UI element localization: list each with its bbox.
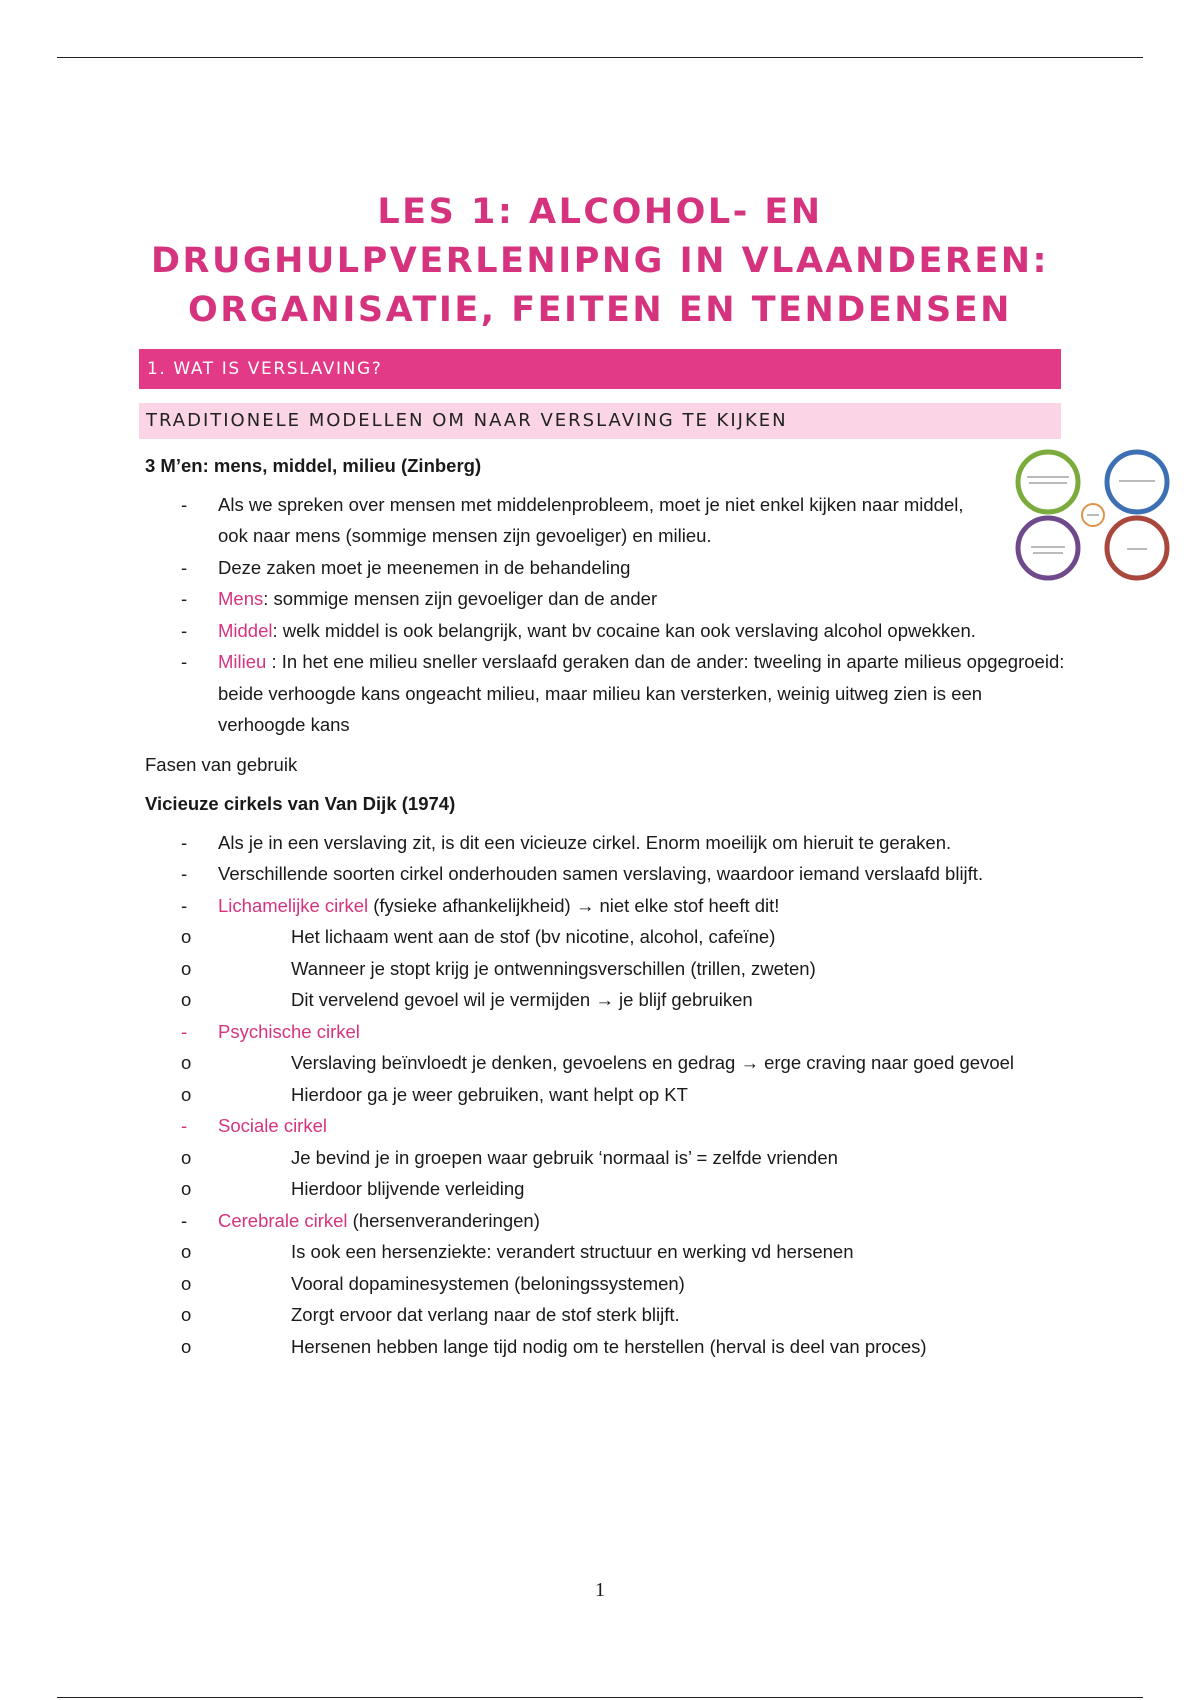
sublist-item: o Hersenen hebben lange tijd nodig om te herstellen (herval is deel van proces) xyxy=(181,1335,927,1357)
list-item: - Deze zaken moet je meenemen in de behandeling xyxy=(181,556,631,578)
page-number: 1 xyxy=(595,1579,605,1601)
list-item: - Cerebrale cirkel (hersenveranderingen) o Is ook een hersenziekte: verandert structuur en werking vd hersenen o Vooral dopaminesystemen (beloningssystemen) o Zorgt ervoor dat verlang naar de stof sterk blijft. o Hersenen hebben lange tijd nodig om te herstellen (herval is deel van proces) xyxy=(145,1205,1070,1363)
title-line-2: DRUGHULPVERLENIPNG IN VLAANDEREN: xyxy=(150,241,1050,281)
sublist-item: o Is ook een hersenziekte: verandert structuur en werking vd hersenen xyxy=(181,1241,854,1262)
sublist xyxy=(181,1047,1070,1110)
heading-1-bar: 1. WAT IS VERSLAVING? xyxy=(139,349,1061,389)
section-heading-3m: 3 M’en: mens, middel, milieu (Zinberg) xyxy=(145,455,482,476)
list-item: - Als je in een verslaving zit, is dit een vicieuze cirkel. Enorm moeilijk om hieruit te geraken. xyxy=(181,831,952,853)
list-item: - Mens: sommige mensen zijn gevoeliger dan de ander xyxy=(181,588,658,609)
sublist-item: o Wanneer je stopt krijg je ontwenningsverschillen (trillen, zweten) xyxy=(181,957,816,979)
term-mens: Mens xyxy=(218,588,264,609)
term-middel: Middel xyxy=(218,619,273,641)
list-item: - Sociale cirkel o Je bevind je in groepen waar gebruik ‘normaal is’ = zelfde vrienden o Hierdoor blijvende verleiding xyxy=(145,1110,1070,1205)
sublist xyxy=(181,921,1070,1016)
title-line-1: LES 1: ALCOHOL- EN xyxy=(377,192,823,232)
list-item: - Als we spreken over mensen met middelenprobleem, moet je niet enkel kijken naar middel, ook naar mens (sommige mensen zijn gevoeliger) en milieu. xyxy=(181,493,964,546)
term-milieu: Milieu xyxy=(218,651,272,672)
term-psychische-cirkel: Psychische cirkel xyxy=(218,1020,360,1042)
footer-rule xyxy=(57,1697,1143,1698)
term-lichamelijke-cirkel: Lichamelijke cirkel xyxy=(218,894,369,916)
title-line-3: ORGANISATIE, FEITEN EN TENDENSEN xyxy=(188,290,1012,330)
document-body xyxy=(145,450,1070,1366)
sublist-item: o Zorgt ervoor dat verlang naar de stof sterk blijft. xyxy=(181,1304,680,1325)
section-heading-van-dijk: Vicieuze cirkels van Van Dijk (1974) xyxy=(145,793,456,814)
sublist-item: o Vooral dopaminesystemen (beloningssystemen) xyxy=(181,1272,685,1294)
sublist-item: o Het lichaam went aan de stof (bv nicotine, alcohol, cafeïne) xyxy=(181,926,776,947)
term-cerebrale-cirkel: Cerebrale cirkel xyxy=(218,1209,348,1231)
list-item: - Milieu : In het ene milieu sneller verslaafd geraken dan de ander: tweeling in aparte milieus opgegroeid: beide verhoogde kans ongeacht milieu, maar milieu kan versterken, weinig uitweg zien is een verhoogde kans xyxy=(181,651,1065,735)
header-rule xyxy=(57,57,1143,58)
list-item: - Middel: welk middel is ook belangrijk, want bv cocaine kan ook verslaving alcohol opwekken. xyxy=(181,619,976,641)
sublist-item: o Je bevind je in groepen waar gebruik ‘normaal is’ = zelfde vrienden xyxy=(181,1146,838,1168)
list-item: - Lichamelijke cirkel (fysieke afhankelijkheid) → niet elke stof heeft dit! o Het lichaam went aan de stof (bv nicotine, alcohol, cafeïne) o Wanneer je stopt krijg je ontwenningsverschillen (trillen, zweten) o Dit vervelend gevoel wil je vermijden → je blijf gebruiken xyxy=(145,890,1070,1016)
list-3m xyxy=(145,489,1070,741)
list-item: - Psychische cirkel o Verslaving beïnvloedt je denken, gevoelens en gedrag → erge craving naar goed gevoel o Hierdoor ga je weer gebruiken, want helpt op KT xyxy=(145,1016,1070,1111)
sublist-item: o Hierdoor blijvende verleiding xyxy=(181,1178,525,1199)
sublist-item: o Hierdoor ga je weer gebruiken, want helpt op KT xyxy=(181,1083,688,1105)
list-item: - Verschillende soorten cirkel onderhouden samen verslaving, waardoor iemand verslaafd blijft. xyxy=(181,863,984,884)
list-vicious-circles xyxy=(145,827,1070,1363)
phases-text: Fasen van gebruik xyxy=(145,753,298,775)
heading-2-bar: TRADITIONELE MODELLEN OM NAAR VERSLAVING TE KIJKEN xyxy=(139,403,1061,439)
page-title xyxy=(130,188,1070,335)
sublist-item: o Verslaving beïnvloedt je denken, gevoelens en gedrag → erge craving naar goed gevoel xyxy=(181,1052,1015,1073)
sublist xyxy=(181,1142,1070,1205)
sublist-item: o Dit vervelend gevoel wil je vermijden → je blijf gebruiken xyxy=(181,989,753,1010)
sublist xyxy=(181,1236,1070,1362)
term-sociale-cirkel: Sociale cirkel xyxy=(218,1115,327,1136)
